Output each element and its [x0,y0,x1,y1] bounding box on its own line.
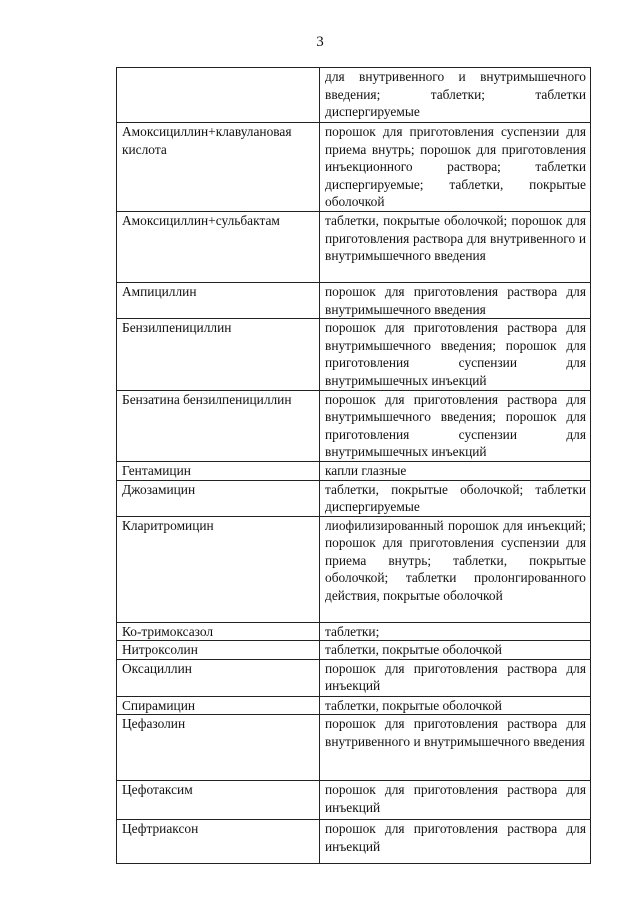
dosage-form-cell: капли глазные [320,461,591,480]
drug-name-cell: Ампициллин [117,282,320,318]
table-row [117,696,591,715]
dosage-form-cell: таблетки, покрытые оболочкой; порошок для приготовления раствора для внутривенного и внутримышечного введения [320,211,591,282]
dosage-form-cell: порошок для приготовления раствора для инъекций [320,820,591,864]
drug-table [116,67,591,864]
dosage-form-cell: порошок для приготовления раствора для инъекций [320,781,591,820]
table-row [117,282,591,318]
dosage-form-cell: порошок для приготовления раствора для инъекций [320,659,591,696]
drug-name-cell: Амоксициллин+сульбактам [117,211,320,282]
drug-name-cell: Нитроксолин [117,641,320,660]
table-row [117,123,591,212]
table-row [117,659,591,696]
dosage-form-cell: порошок для приготовления раствора для внутримышечного введения [320,282,591,318]
drug-name-cell: Спирамицин [117,696,320,715]
drug-name-cell: Гентамицин [117,461,320,480]
dosage-form-cell: лиофилизированный порошок для инъекций; порошок для приготовления суспензии для приема внутрь; таблетки, покрытые оболочкой; таблетки пролонгированного действия, покрытые оболочкой [320,516,591,622]
table-row [117,319,591,390]
table-row [117,781,591,820]
dosage-form-cell: таблетки, покрытые оболочкой; таблетки диспергируемые [320,480,591,516]
table-row [117,390,591,461]
table-row [117,820,591,864]
drug-name-cell: Ко-тримоксазол [117,622,320,641]
page-number: 3 [316,34,324,50]
drug-name-cell: Цефотаксим [117,781,320,820]
table-row [117,715,591,781]
table-row [117,516,591,622]
table-row [117,622,591,641]
table-row [117,480,591,516]
drug-name-cell: Бензилпенициллин [117,319,320,390]
drug-name-cell: Амоксициллин+клавулановая кислота [117,123,320,212]
table-row [117,68,591,123]
drug-name-cell: Оксациллин [117,659,320,696]
table-row [117,211,591,282]
drug-name-cell: Кларитромицин [117,516,320,622]
drug-name-cell: Цефтриаксон [117,820,320,864]
dosage-form-cell: для внутривенного и внутримышечного введения; таблетки; таблетки диспергируемые [320,68,591,123]
dosage-form-cell: таблетки, покрытые оболочкой [320,641,591,660]
table-row [117,641,591,660]
dosage-form-cell: порошок для приготовления суспензии для приема внутрь; порошок для приготовления инъекционного раствора; таблетки диспергируемые; таблетки, покрытые оболочкой [320,123,591,212]
drug-name-cell: Цефазолин [117,715,320,781]
dosage-form-cell: таблетки, покрытые оболочкой [320,696,591,715]
drug-name-cell: Джозамицин [117,480,320,516]
dosage-form-cell: порошок для приготовления раствора для внутримышечного введения; порошок для приготовления суспензии для внутримышечных инъекций [320,390,591,461]
drug-name-cell: Бензатина бензилпенициллин [117,390,320,461]
drug-name-cell [117,68,320,123]
table-row [117,461,591,480]
dosage-form-cell: порошок для приготовления раствора для внутривенного и внутримышечного введения [320,715,591,781]
dosage-form-cell: порошок для приготовления раствора для внутримышечного введения; порошок для приготовления суспензии для внутримышечных инъекций [320,319,591,390]
dosage-form-cell: таблетки; [320,622,591,641]
